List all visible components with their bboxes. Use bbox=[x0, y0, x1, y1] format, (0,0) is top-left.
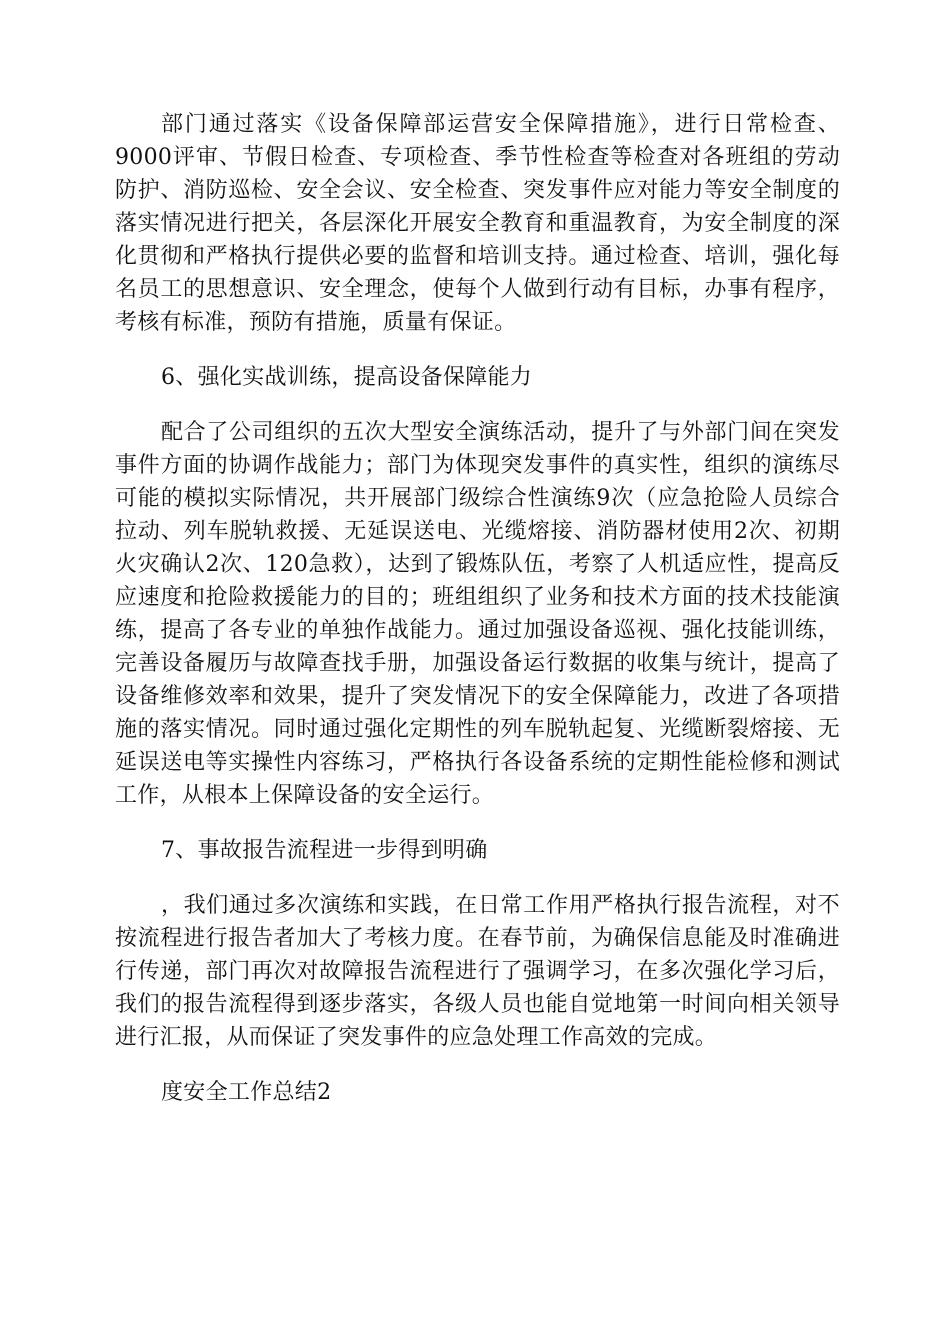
body-paragraph: ，我们通过多次演练和实践，在日常工作用严格执行报告流程，对不按流程进行报告者加大了考核力度。在春节前，为确保信息能及时准确进行传递，部门再次对故障报告流程进行了强调学习，在多次强化学习后，我们的报告流程得到逐步落实，各级人员也能自觉地第一时间向相关领导进行汇报，从而保证了突发事件的应急处理工作高效的完成。 bbox=[115, 893, 840, 1050]
paragraph-gap bbox=[115, 394, 840, 416]
paragraph-gap bbox=[115, 812, 840, 834]
section-heading: 7、事故报告流程进一步得到明确 bbox=[161, 838, 488, 863]
body-paragraph: 配合了公司组织的五次大型安全演练活动，提升了与外部门间在突发事件方面的协调作战能力；部门为体现突发事件的真实性，组织的演练尽可能的模拟实际情况，共开展部门级综合性演练9次（应急抢险人员综合拉动、列车脱轨救援、无延误送电、光缆熔接、消防器材使用2次、初期火灾确认2次、120急救），达到了锻炼队伍，考察了人机适应性，提高反应速度和抢险救援能力的目的；班组组织了业务和技术方面的技术技能演练，提高了各专业的单独作战能力。通过加强设备巡视、强化技能训练，完善设备履历与故障查找手册，加强设备运行数据的收集与统计，提高了设备维修效率和效果，提升了突发情况下的安全保障能力，改进了各项措施的落实情况。同时通过强化定期性的列车脱轨起复、光缆断裂熔接、无延误送电等实操性内容练习，严格执行各设备系统的定期性能检修和测试工作，从根本上保障设备的安全运行。 bbox=[115, 420, 840, 808]
section-heading: 度安全工作总结2 bbox=[161, 1080, 332, 1105]
paragraph-gap bbox=[115, 867, 840, 889]
section-heading: 6、强化实战训练，提高设备保障能力 bbox=[161, 365, 533, 390]
paragraph-gap bbox=[115, 1054, 840, 1076]
body-paragraph: 部门通过落实《设备保障部运营安全保障措施》，进行日常检查、9000评审、节假日检查、专项检查、季节性检查等检查对各班组的劳动防护、消防巡检、安全会议、安全检查、突发事件应对能力等安全制度的落实情况进行把关，各层深化开展安全教育和重温教育，为安全制度的深化贯彻和严格执行提供必要的监督和培训支持。通过检查、培训，强化每名员工的思想意识、安全理念，使每个人做到行动有目标，办事有程序，考核有标准，预防有措施，质量有保证。 bbox=[115, 112, 840, 335]
paragraph-gap bbox=[115, 339, 840, 361]
